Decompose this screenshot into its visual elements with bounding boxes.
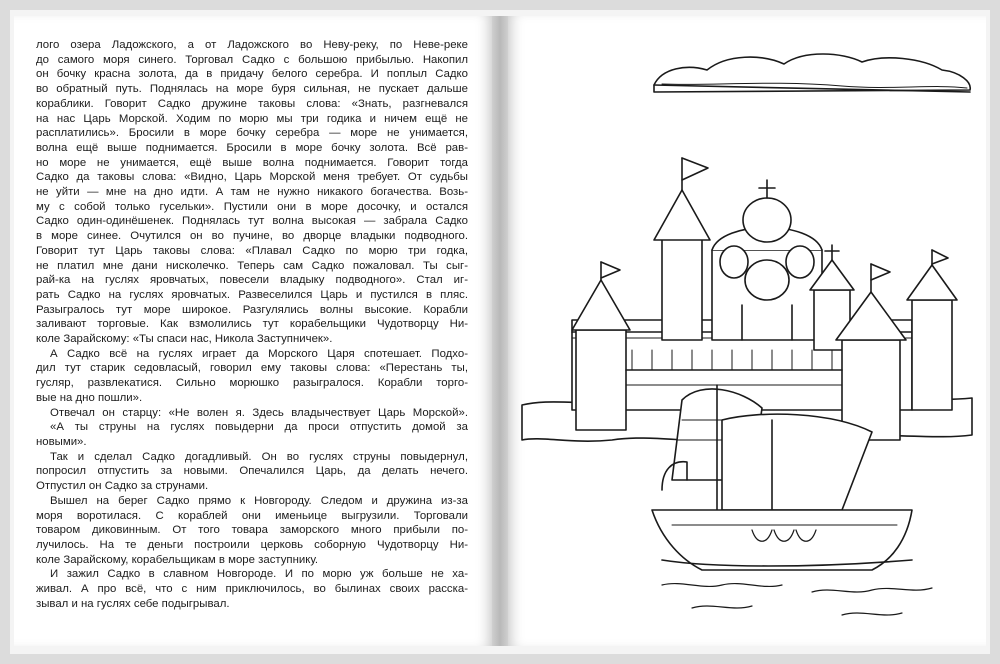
text-line: Разыгралось тут море широкое. Разгулялись волны высокие. Корабли [36,303,468,316]
text-line: вые на дно пошли». [36,391,143,404]
text-line: Говорит тут Царь таковы слова: «Плавал Садко по морю три годка, [36,244,468,257]
text-line: Отпустил он Садко за струнами. [36,480,209,493]
text-line: новыми». [36,435,87,448]
text-line: товаром диковинным. От того товара заморского много прибыли по- [36,524,468,537]
text-line: живал. А про всё, что с ним приключилось, во былинах своих расска- [36,583,468,596]
cloud-drawing [654,54,970,92]
text-line: волна ещё выше поднимается. Бросили в море бочку золота. Всё рав- [36,141,468,154]
text-line: Отвечал он старцу: «Не волен я. Здесь владычествует Царь Морской». [50,406,468,419]
text-line: в море синее. Очутился он во пучине, во дворце владыки подводного. [36,230,468,243]
text-line: И зажил Садко в славном Новгороде. И по морю уж больше не ха- [50,568,468,581]
text-line: А Садко всё на гуслях играет да Морского Царя спотешает. Подхо- [50,347,468,360]
text-line: но море не унимается, ещё выше волна поднимается. Говорит тогда [36,156,468,169]
text-line: лого озера Ладожского, а от Ладожского во Неву-реку, по Неве-реке [36,39,468,51]
waves-drawing [662,584,932,615]
kremlin-drawing [572,158,957,440]
story-text [36,38,468,611]
text-line: не платил мне дани нисколечко. Теперь сам Садко пожаловал. Ты сыг- [36,259,468,272]
text-line: Садко один-одинёшенек. Поднялась тут волна высокая — забрала Садко [36,215,468,228]
text-line: кораблики. Говорит Садко дружине таковы слова: «Знать, разгневался [36,97,468,110]
text-line: заливают торговые. Как взмолились тут корабельщики Чудотворцу Ни- [36,318,468,331]
text-line: Так и сделал Садко догадливый. Он во гуслях струны повыдернул, [50,450,468,463]
text-line: зывал и на гуслях себе подыгрывал. [36,597,230,610]
text-line: расплатились». Бросили в море бочку серебра — море не унимается, [36,127,468,140]
text-line: му с собой только гусельки». Пустили они в море досочку, и остался [36,200,468,213]
text-line: рай-ка на гуслях яровчатых, повесели владыку подводного». Стал иг- [36,274,468,287]
coloring-illustration [512,40,982,640]
text-line: дил тут старик седовласый, говорил ему таковы слова: «Перестань ты, [36,362,468,375]
text-line: на нас Царь Морской. Ходим по морю мы три годика и ничем ещё не [36,112,468,125]
text-line: гусляр, развлекатися. Сильно морюшко разыгралося. Корабли торго- [36,377,468,390]
text-line: коле Зарайскому, корабельщикам в море заступнику. [36,553,319,566]
text-line: лучилось. На те деньги построили церковь соборную Чудотворцу Ни- [36,538,468,551]
text-line: во обратный путь. Поднялась на море буря сильная, не пускает дальше [36,83,468,96]
book-gutter [492,16,508,646]
text-line: моря воротилася. С кораблей они именьице выгрузили. Торговали [36,509,468,522]
text-line: Садко да таковы слова: «Видно, Царь Морской меня требует. От судьбы [36,171,468,184]
text-line: рать Садко на гуслях яровчатых. Развеселился Царь и пустился в пляс. [36,288,468,301]
text-line: до самого моря синего. Торговал Садко с большою прибылью. Накопил [36,53,468,66]
text-line: не уйти — мне на дно идти. А там не нужно никакого богачества. Возь- [36,186,468,199]
text-line: Вышел на берег Садко прямо к Новгороду. Следом и дружина из-за [50,494,468,507]
text-line: «А ты струны на гуслях повыдерни да проси отпустить домой за [50,421,468,434]
text-line: коле Зарайскому: «Ты спаси нас, Никола Заступничек». [36,333,333,346]
text-line: он бочку красна золота, да в придачу белого серебра. И поплыл Садко [36,68,468,81]
text-line: попросил отпустить за новыми. Опечалился Царь, да делать нечего. [36,465,468,478]
